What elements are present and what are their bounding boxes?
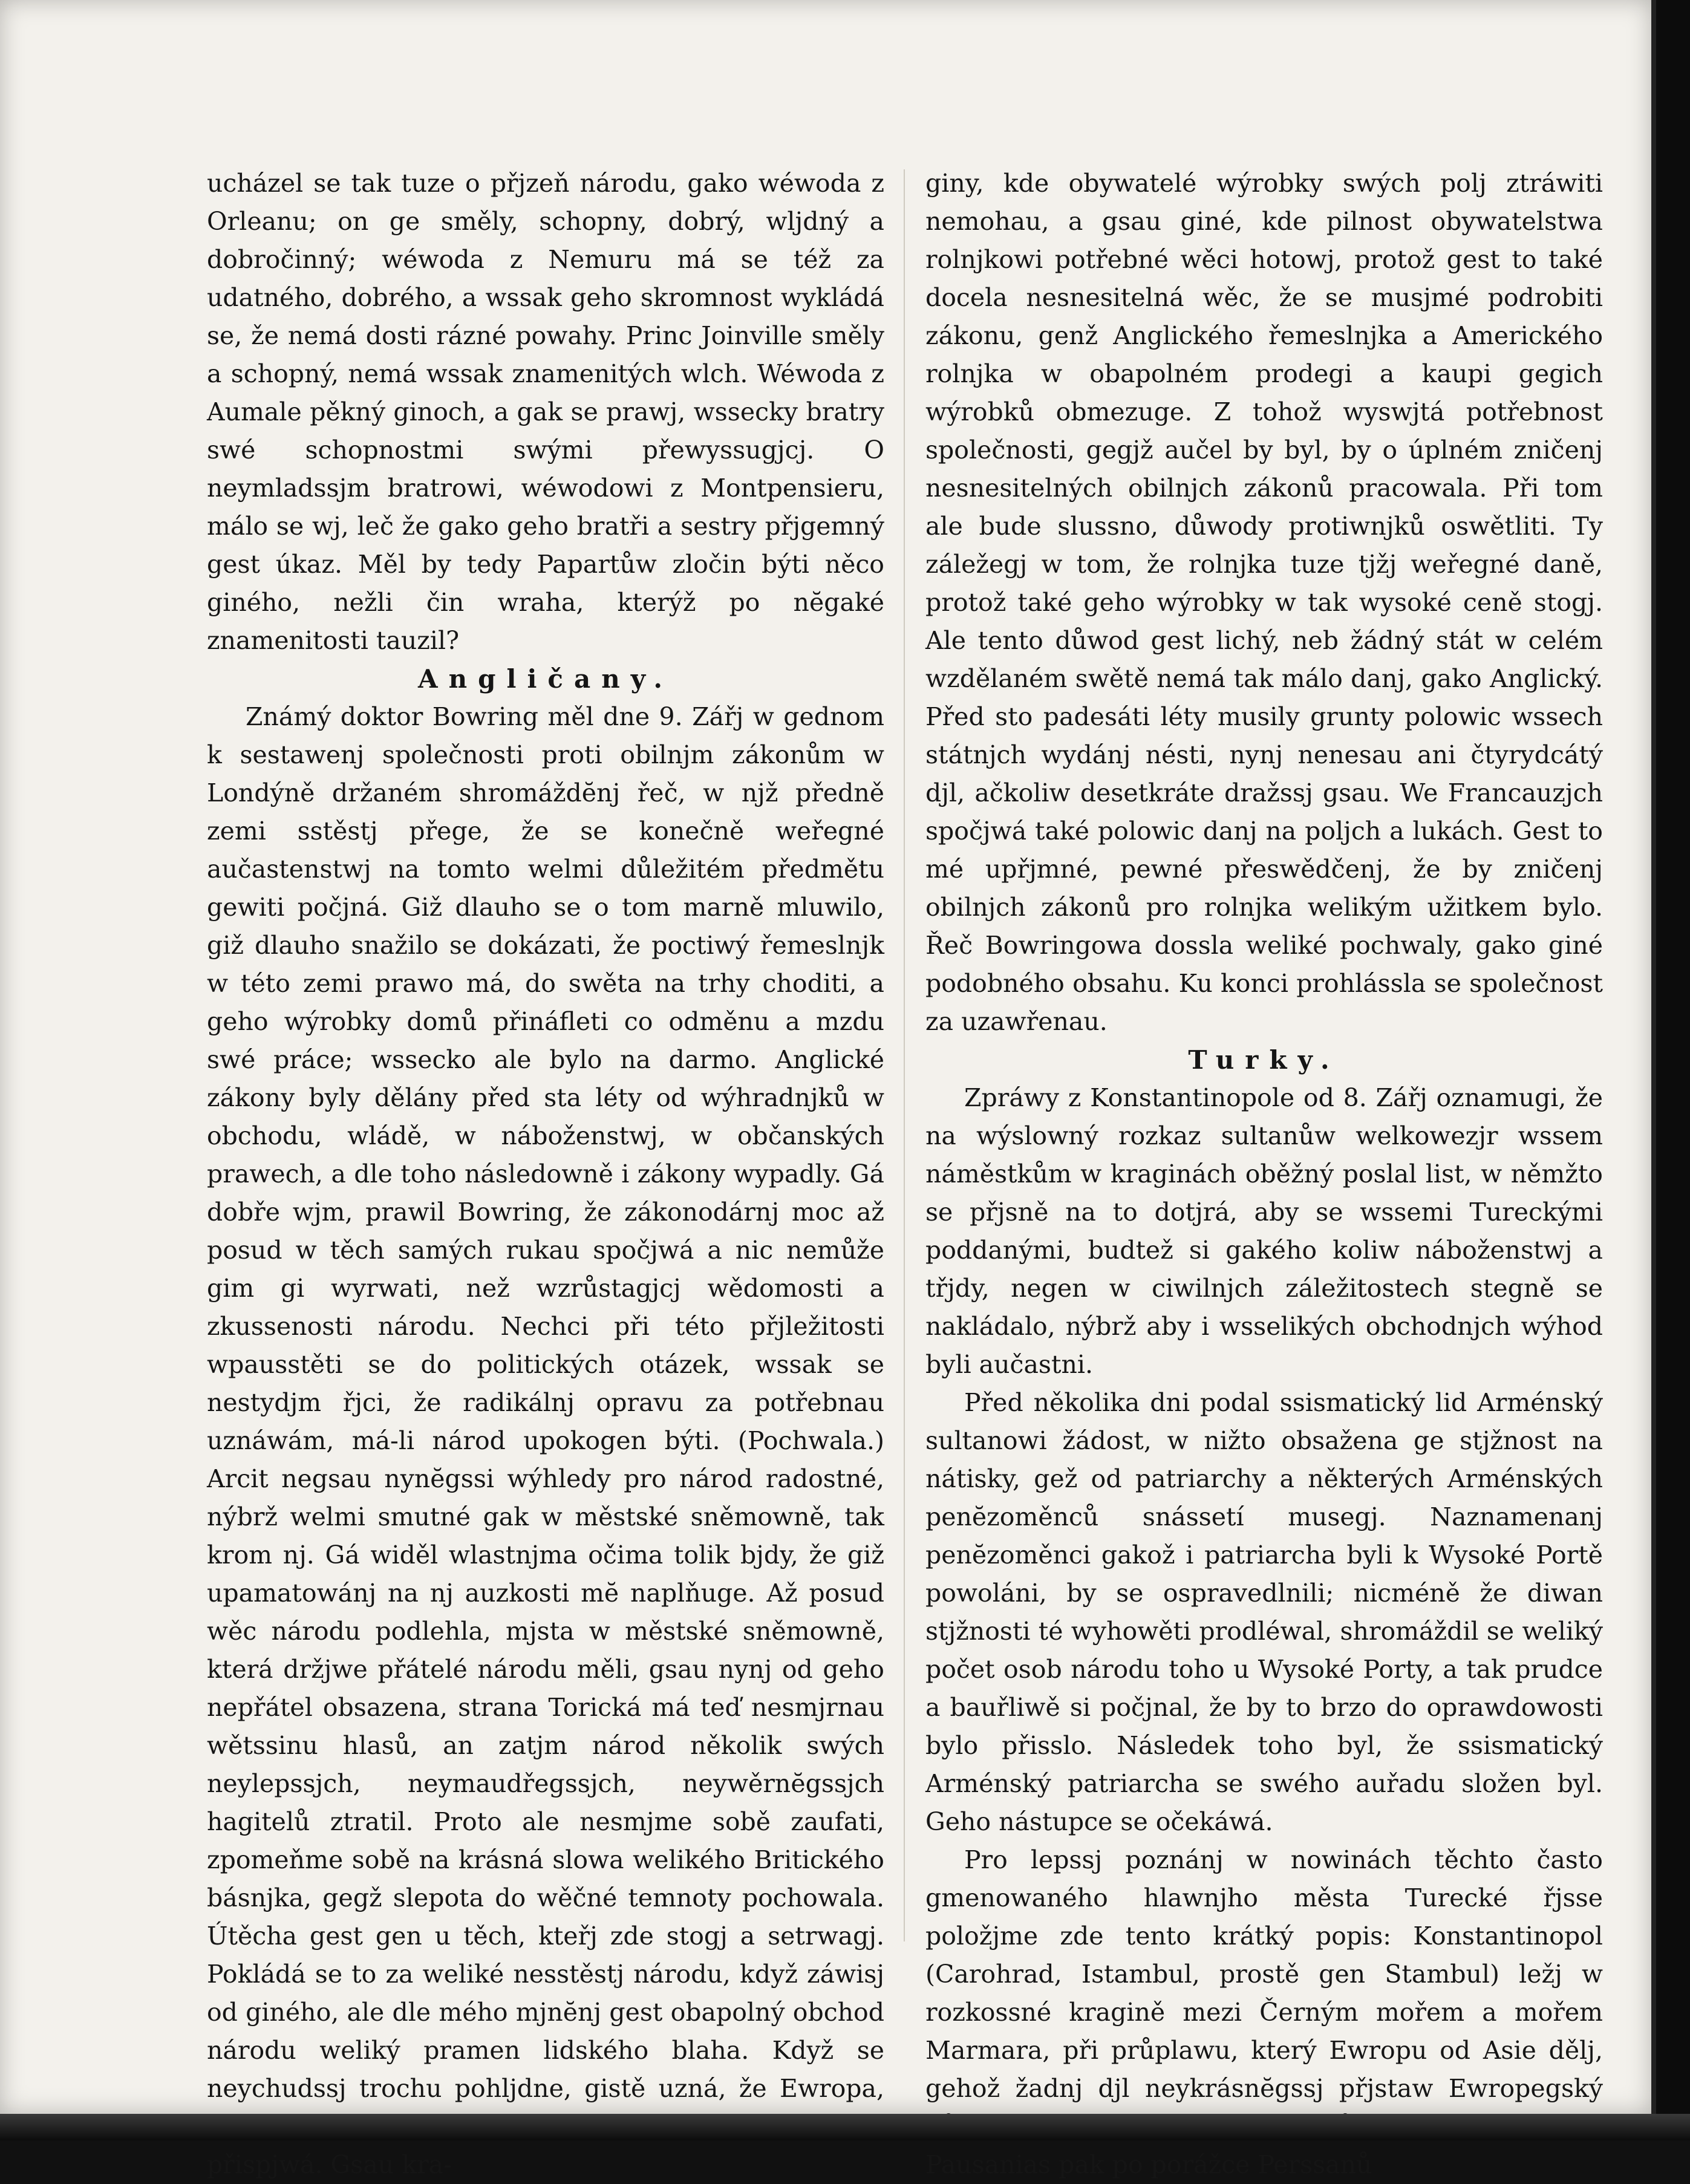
section-heading-angličany: Angličany. xyxy=(418,664,673,694)
right-column xyxy=(925,165,1603,2184)
left-column xyxy=(207,165,884,2184)
left-paragraph-1: ucházel se tak tuze o přjzeň národu, gako wéwoda z Orleanu; on ge směly, schopny, dobrý, wljdný a dobročinný; wéwoda z Nemuru má se též za udatného, dobrého, a wssak geho skromnost wykládá se, že nemá dosti rázné powahy. Princ Joinville směly a schopný, nemá wssak znamenitých wlch. Wéwoda z Aumale pěkný ginoch, a gak se prawj, wssecky bratry swé schopnostmi swými přewyssugjcj. O neymladssjm bratrowi, wéwodowi z Montpensieru, málo se wj, leč že gako geho bratři a sestry přjgemný gest úkaz. Měl by tedy Papartůw zločin býti něco giného, nežli čin wraha, kterýž po nĕgaké znamenitosti tauzil? xyxy=(207,169,884,655)
scan-edge-shadow xyxy=(1656,0,1690,2140)
right-paragraph-1: giny, kde obywatelé wýrobky swých polj ztráwiti nemohau, a gsau giné, kde pilnost obywatelstwa rolnjkowi potřebné wěci hotowj, protož gest to také docela nesnesitelná wěc, že se musjmé podrobiti zákonu, genž Anglického řemeslnjka a Amerického rolnjka w obapolném prodegi a kaupi gegich wýrobků obmezuge. Z tohož wyswjtá potřebnost společnosti, gegjž aučel by byl, by o úplném zničenj nesnesitelných obilnjch zákonů pracowala. Při tom ale bude slussno, důwody protiwnjků oswětliti. Ty záležegj w tom, že rolnjka tuze tjžj weřegné daně, protož také geho wýrobky w tak wysoké ceně stogj. Ale tento důwod gest lichý, neb žádný stát w celém wzdělaném swětě nemá tak málo danj, gako Anglický. Před sto padesáti léty musily grunty polowic wssech státnjch wydánj nésti, nynj nenesau ani čtyrydcátý djl, ačkoliw desetkráte dražssj gsau. We Francauzjch spočjwá také polowic danj na poljch a lukách. Gest to mé upřjmné, pewné přeswědčenj, že by zničenj obilnjch zákonů pro rolnjka welikým užitkem bylo. Řeč Bowringowa dossla weliké pochwaly, gako giné podobného obsahu. Ku konci prohlássla se společnost za uzawřenau. xyxy=(925,169,1603,1036)
right-paragraph-2: Zpráwy z Konstantinopole od 8. Zářj oznamugi, že na wýslowný rozkaz sultanůw welkowezjr wssem náměstkům w kraginách oběžný poslal list, w němžto se přjsně na to dotjrá, aby se wssemi Tureckými poddanými, budtež si gakého koliw náboženstwj a třjdy, negen w ciwilnjch záležitostech stegně se nakládalo, nýbrž aby i wsselikých obchodnjch wýhod byli aučastni. xyxy=(925,1083,1603,1379)
scan-bottom-edge xyxy=(0,2114,1690,2140)
left-paragraph-2: Známý doktor Bowring měl dne 9. Zářj w gednom k sestawenj společnosti proti obilnjm zákonům w Londýně držaném shromáždĕnj řeč, w njž předně zemi sstěstj přege, že se konečně weřegné aučastenstwj na tomto welmi důležitém předmětu gewiti počjná. Giž dlauho se o tom marně mluwilo, giž dlauho snažilo se dokázati, že poctiwý řemeslnjk w této zemi prawo má, do swěta na trhy choditi, a geho wýrobky domů přináfleti co odměnu a mzdu swé práce; wssecko ale bylo na darmo. Anglické zákony byly dělány před sta léty od wýhradnjků w obchodu, wládě, w náboženstwj, w občanských prawech, a dle toho následowně i zákony wypadly. Gá dobře wjm, prawil Bowring, že zákonodárnj moc až posud w těch samých rukau spočjwá a nic nemůže gim gi wyrwati, než wzrůstagjcj wědomosti a zkussenosti národu. Nechci při této přjležitosti wpausstěti se do politických otázek, wssak se nestydjm řjci, že radikálnj opravu za potřebnau uznáwám, má-li národ upokogen býti. (Pochwala.) Arcit negsau nynĕgssi wýhledy pro národ radostné, nýbrž welmi smutné gak w městské sněmowně, tak krom nj. Gá widěl wlastnjma očima tolik bjdy, že giž upamatowánj na nj auzkosti mĕ naplňuge. Až posud wěc národu podlehla, mjsta w městské sněmowně, která držjwe přátelé národu měli, gsau nynj od geho nepřátel obsazena, strana Torická má teď nesmjrnau wětssinu hlasů, an zatjm národ několik swých neylepssjch, neymaudřegssjch, neywěrnĕgssjch hagitelů ztratil. Proto ale nesmjme sobě zaufati, zpomeňme sobě na krásná slowa welikého Britického básnjka, gegž slepota do wěčné temnoty pochowala. Útěcha gest gen u těch, kteřj zde stogj a setrwagj. Pokládá se to za weliké nesstěstj národu, když záwisj od giného, ale dle mého mjnĕnj gest obapolný obchod národu weliký pramen lidského blaha. Když se neychudssj trochu pohljdne, gistě uzná, že Ewropa, přispjwá. Gsau kra- xyxy=(207,702,884,2179)
right-paragraph-3: Před několika dni podal ssismatický lid Arménský sultanowi žádost, w nižto obsažena ge stjžnost na nátisky, gež od patriarchy a některých Arménských penĕzoměnců snássetí musegj. Naznamenanj penĕzoměnci gakož i patriarcha byli k Wysoké Portě powoláni, by se ospravedlnili; nicméně že diwan stjžnosti té wyhowěti prodléwal, shromáždil se weliký počet osob národu toho u Wysoké Porty, a tak prudce a bauřliwě si počjnal, že by to brzo do oprawdowosti bylo přisslo. Následek toho byl, že ssismatický Arménský patriarcha se swého auřadu složen byl. Geho nástupce se očekáwá. xyxy=(925,1388,1603,1836)
column-divider xyxy=(904,169,905,1941)
section-heading-turky: Turky. xyxy=(1188,1045,1340,1075)
right-paragraph-4: Pro lepssj poznánj w nowinách těchto často gmenowaného hlawnjho města Turecké řjsse položjme zde tento krátký popis: Konstantinopol (Carohrad, Istambul, prostě gen Stambul) ležj w rozkossné kragině mezi Černým mořem a mořem Marmara, při průplawu, který Ewropu od Asie dělj, gehož žadnj djl neykrásnĕgssj přjstaw Ewropegský Pausanias pak po porážce Perssanů xyxy=(925,1845,1603,2179)
